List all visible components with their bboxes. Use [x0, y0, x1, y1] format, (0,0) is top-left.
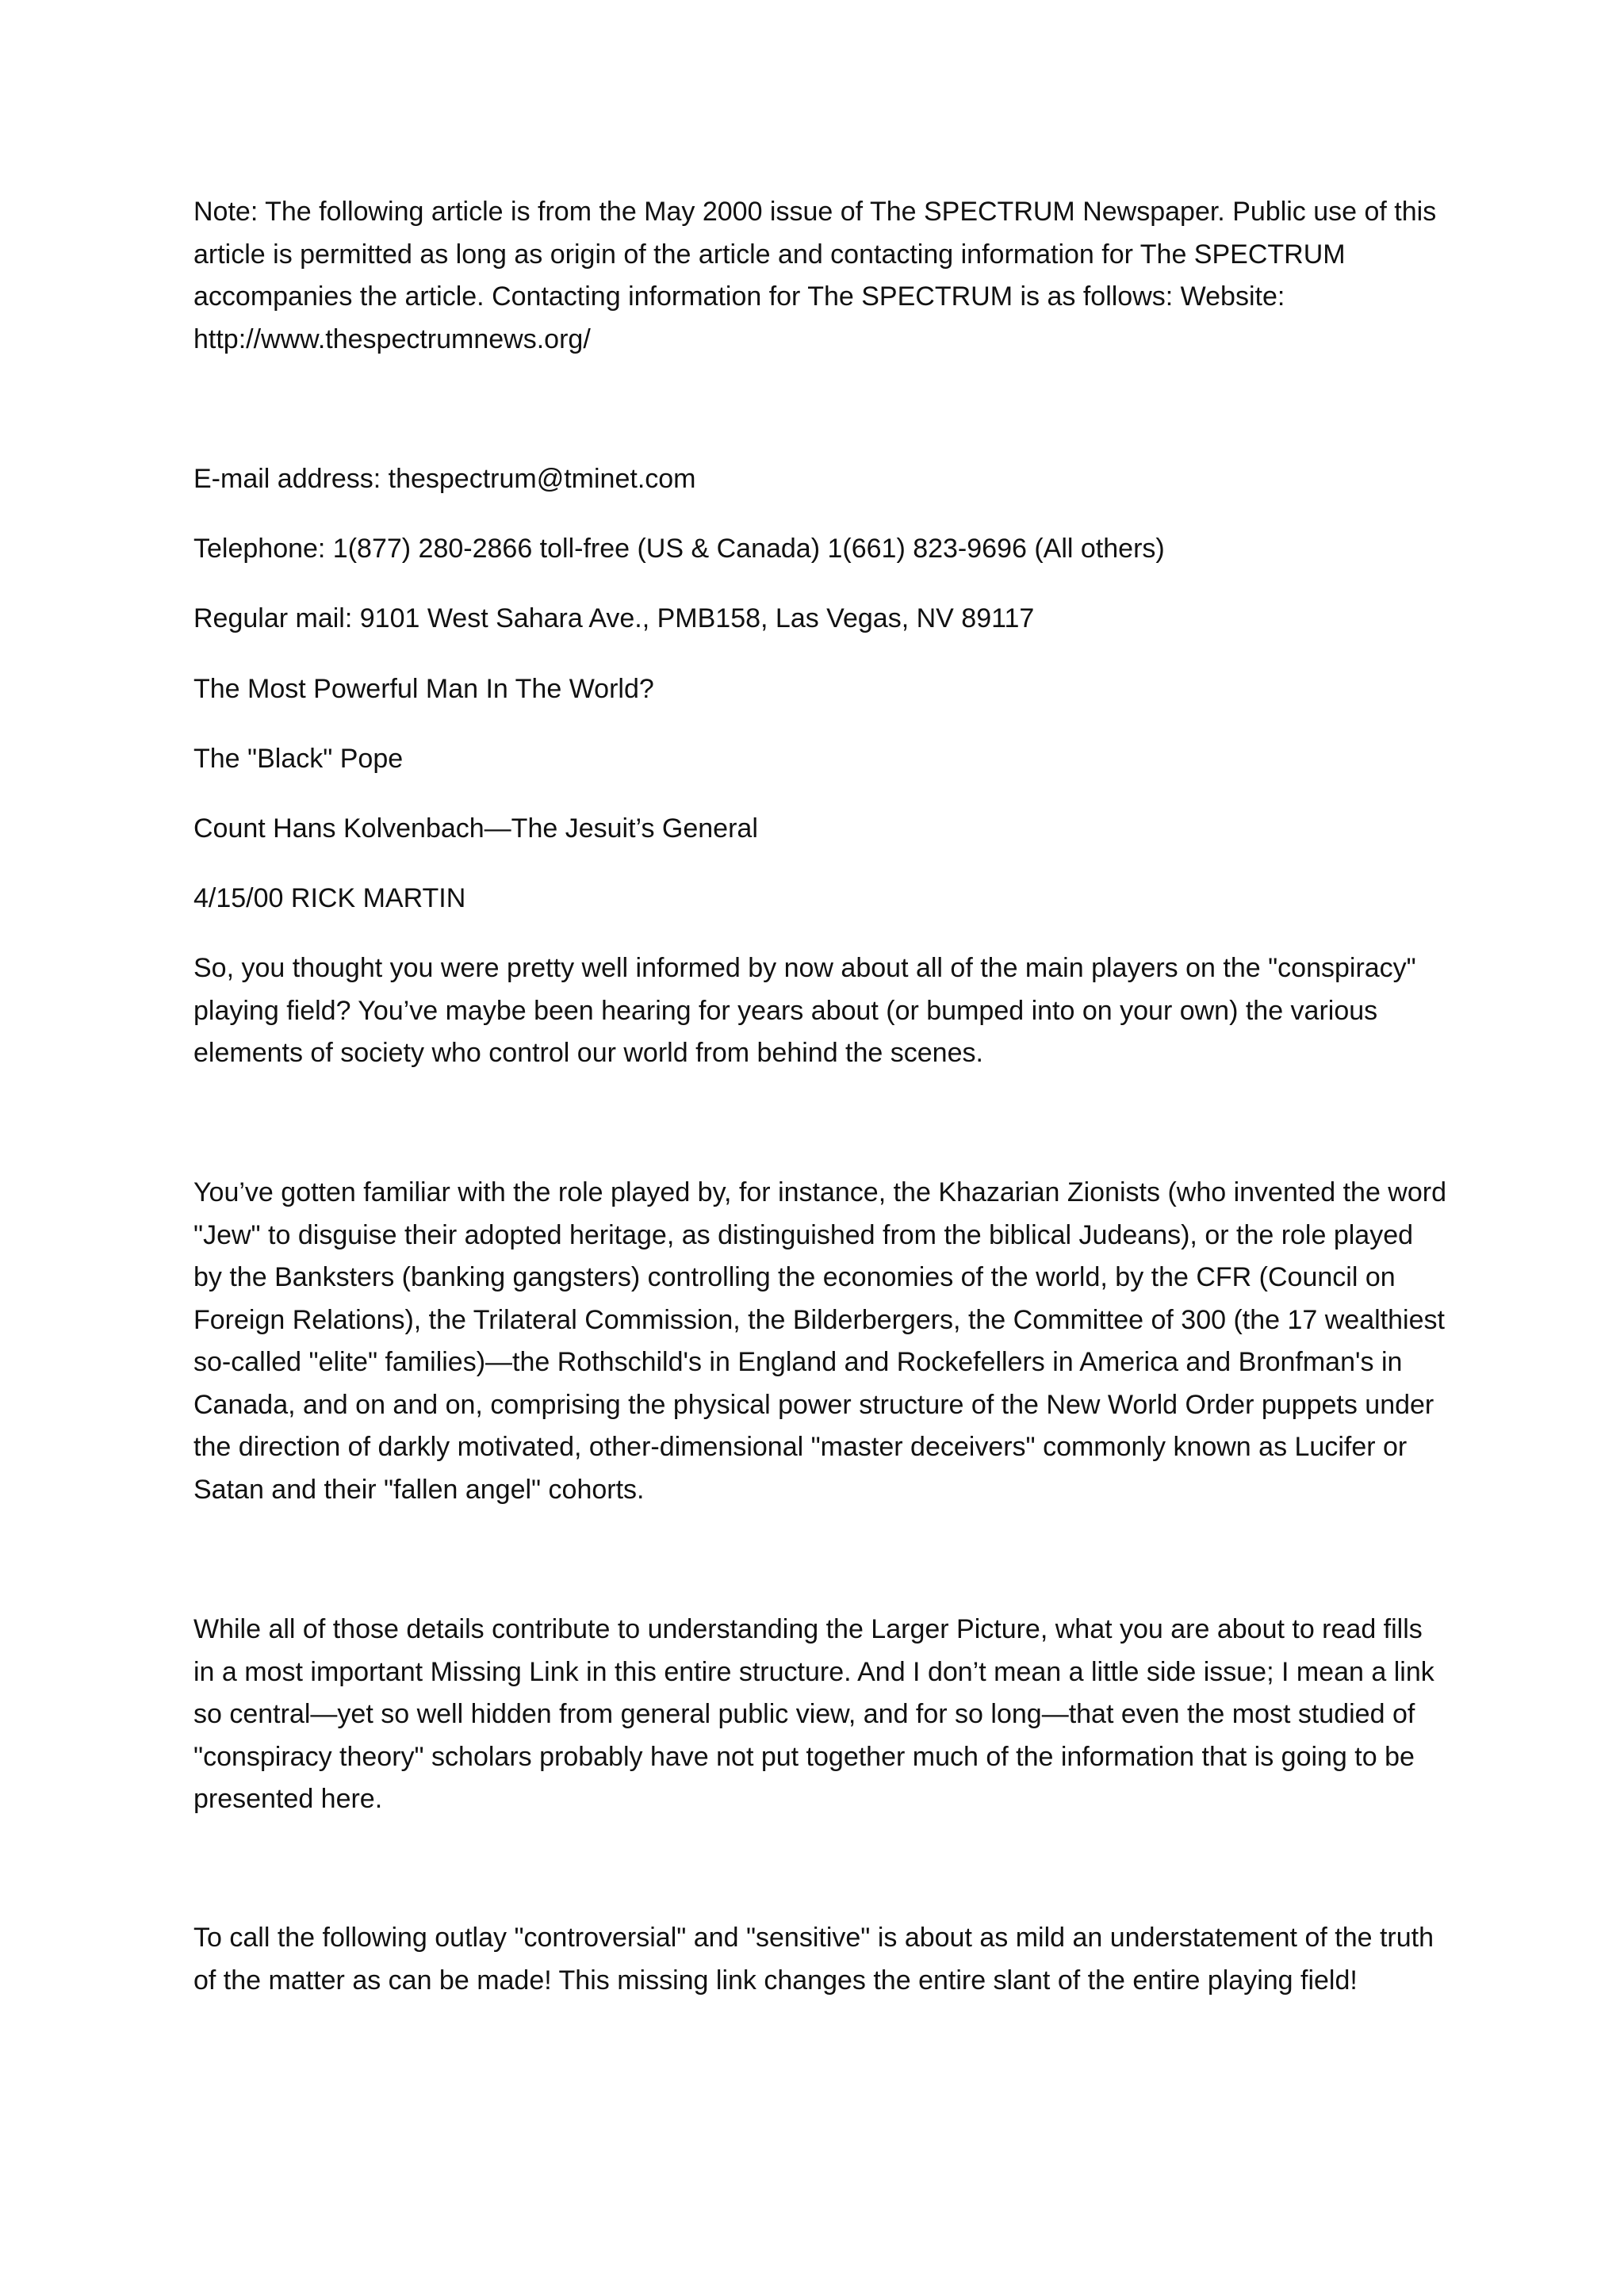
headline-3: Count Hans Kolvenbach—The Jesuit’s General	[193, 813, 758, 844]
body-paragraph: You’ve gotten familiar with the role played by, for instance, the Khazarian Zionists (who invented the word "Jew" to disguise their adopted heritage, as distinguished from the biblical Judeans), or the role played by the Banksters (banking gangsters) controlling the economies of the world, by the CFR (Council on Foreign Relations), the Trilateral Commission, the Bilderbergers, the Committee of 300 (the 17 wealthiest so-called "elite" families)—the Rothschild's in England and Rockefellers in America and Bronfman's in Canada, and on and on, comprising the physical power structure of the New World Order puppets under the direction of darkly motivated, other-dimensional "master deceivers" commonly known as Lucifer or Satan and their "fallen angel" cohorts.	[193, 1177, 1446, 1505]
headline-2: The "Black" Pope	[193, 744, 404, 774]
headline-1: The Most Powerful Man In The World?	[193, 674, 654, 704]
byline: 4/15/00 RICK MARTIN	[193, 883, 466, 913]
contact-email: E-mail address: thespectrum@tminet.com	[193, 464, 696, 494]
body-paragraph: To call the following outlay "controversial" and "sensitive" is about as mild an understatement of the truth of the matter as can be made! This missing link changes the entire slant of the entire playing field!	[193, 1923, 1434, 1996]
contact-telephone: Telephone: 1(877) 280-2866 toll-free (US & Canada) 1(661) 823-9696 (All others)	[193, 534, 1165, 564]
body-paragraph: While all of those details contribute to understanding the Larger Picture, what you are about to read fills in a most important Missing Link in this entire structure. And I don’t mean a little side issue; I mean a link so central—yet so well hidden from general public view, and for so long—that even the most studied of "conspiracy theory" scholars probably have not put together much of the information that is going to be presented here.	[193, 1614, 1434, 1814]
body-paragraph: So, you thought you were pretty well informed by now about all of the main players on the "conspiracy" playing field? You’ve maybe been hearing for years about (or bumped into on your own) the various elements of society who control our world from behind the scenes.	[193, 953, 1416, 1068]
contact-regular-mail: Regular mail: 9101 West Sahara Ave., PMB158, Las Vegas, NV 89117	[193, 603, 1035, 633]
source-note: Note: The following article is from the May 2000 issue of The SPECTRUM Newspaper. Public use of this article is permitted as long as origin of the article and contacting information for The SPECTRUM accompanies the article. Contacting information for The SPECTRUM is as follows: Website: http://www.thespectrumnews.org/	[193, 197, 1437, 354]
